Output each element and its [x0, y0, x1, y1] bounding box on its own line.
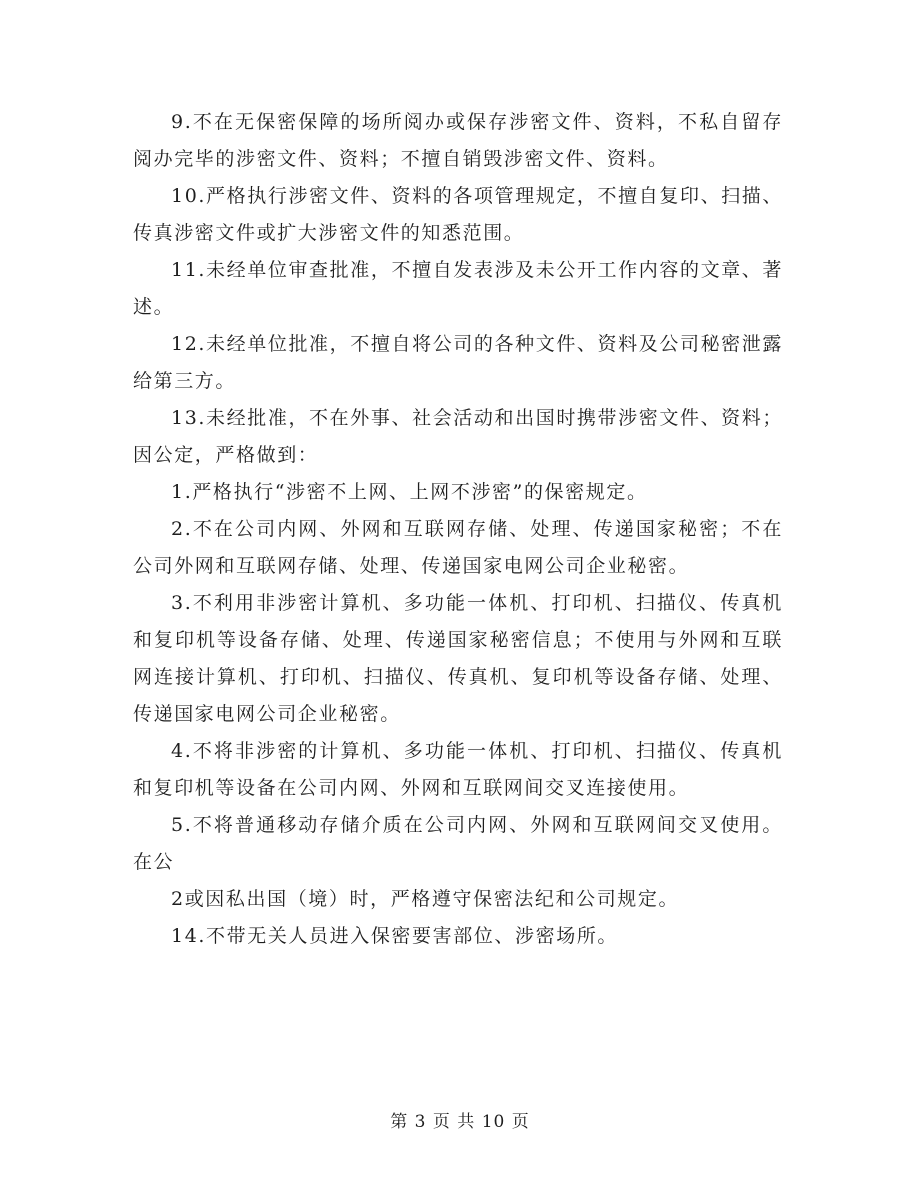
paragraph-item-9: 9.不在无保密保障的场所阅办或保存涉密文件、资料，不私自留存阅办完毕的涉密文件、资料；不擅自销毁涉密文件、资料。: [133, 111, 783, 170]
paragraph-item-14: 14.不带无关人员进入保密要害部位、涉密场所。: [171, 925, 619, 947]
paragraph-subitem-1: 1.严格执行“涉密不上网、上网不涉密”的保密规定。: [171, 481, 648, 503]
paragraph-subitem-2: 2.不在公司内网、外网和互联网存储、处理、传递国家秘密；不在公司外网和互联网存储、处理、传递国家电网公司企业秘密。: [133, 518, 783, 577]
paragraph-item-11: 11.未经单位审查批准，不擅自发表涉及未公开工作内容的文章、著述。: [133, 259, 783, 318]
document-body: [133, 104, 783, 955]
paragraph-item-13: 13.未经批准，不在外事、社会活动和出国时携带涉密文件、资料；因公定，严格做到：: [133, 407, 783, 466]
paragraph-item-10: 10.严格执行涉密文件、资料的各项管理规定，不擅自复印、扫描、传真涉密文件或扩大涉密文件的知悉范围。: [133, 185, 783, 244]
paragraph-subitem-3: 3.不利用非涉密计算机、多功能一体机、打印机、扫描仪、传真机和复印机等设备存储、处理、传递国家秘密信息；不使用与外网和互联网连接计算机、打印机、扫描仪、传真机、复印机等设备存储、处理、传递国家电网公司企业秘密。: [133, 592, 783, 725]
paragraph-subitem-4: 4.不将非涉密的计算机、多功能一体机、打印机、扫描仪、传真机和复印机等设备在公司内网、外网和互联网间交叉连接使用。: [133, 740, 783, 799]
page-number-footer: 第 3 页 共 10 页: [390, 1112, 530, 1132]
paragraph-fragment: 2或因私出国（境）时，严格遵守保密法纪和公司规定。: [171, 888, 680, 910]
paragraph-subitem-5: 5.不将普通移动存储介质在公司内网、外网和互联网间交叉使用。在公: [133, 814, 783, 873]
paragraph-item-12: 12.未经单位批准，不擅自将公司的各种文件、资料及公司秘密泄露给第三方。: [133, 333, 783, 392]
